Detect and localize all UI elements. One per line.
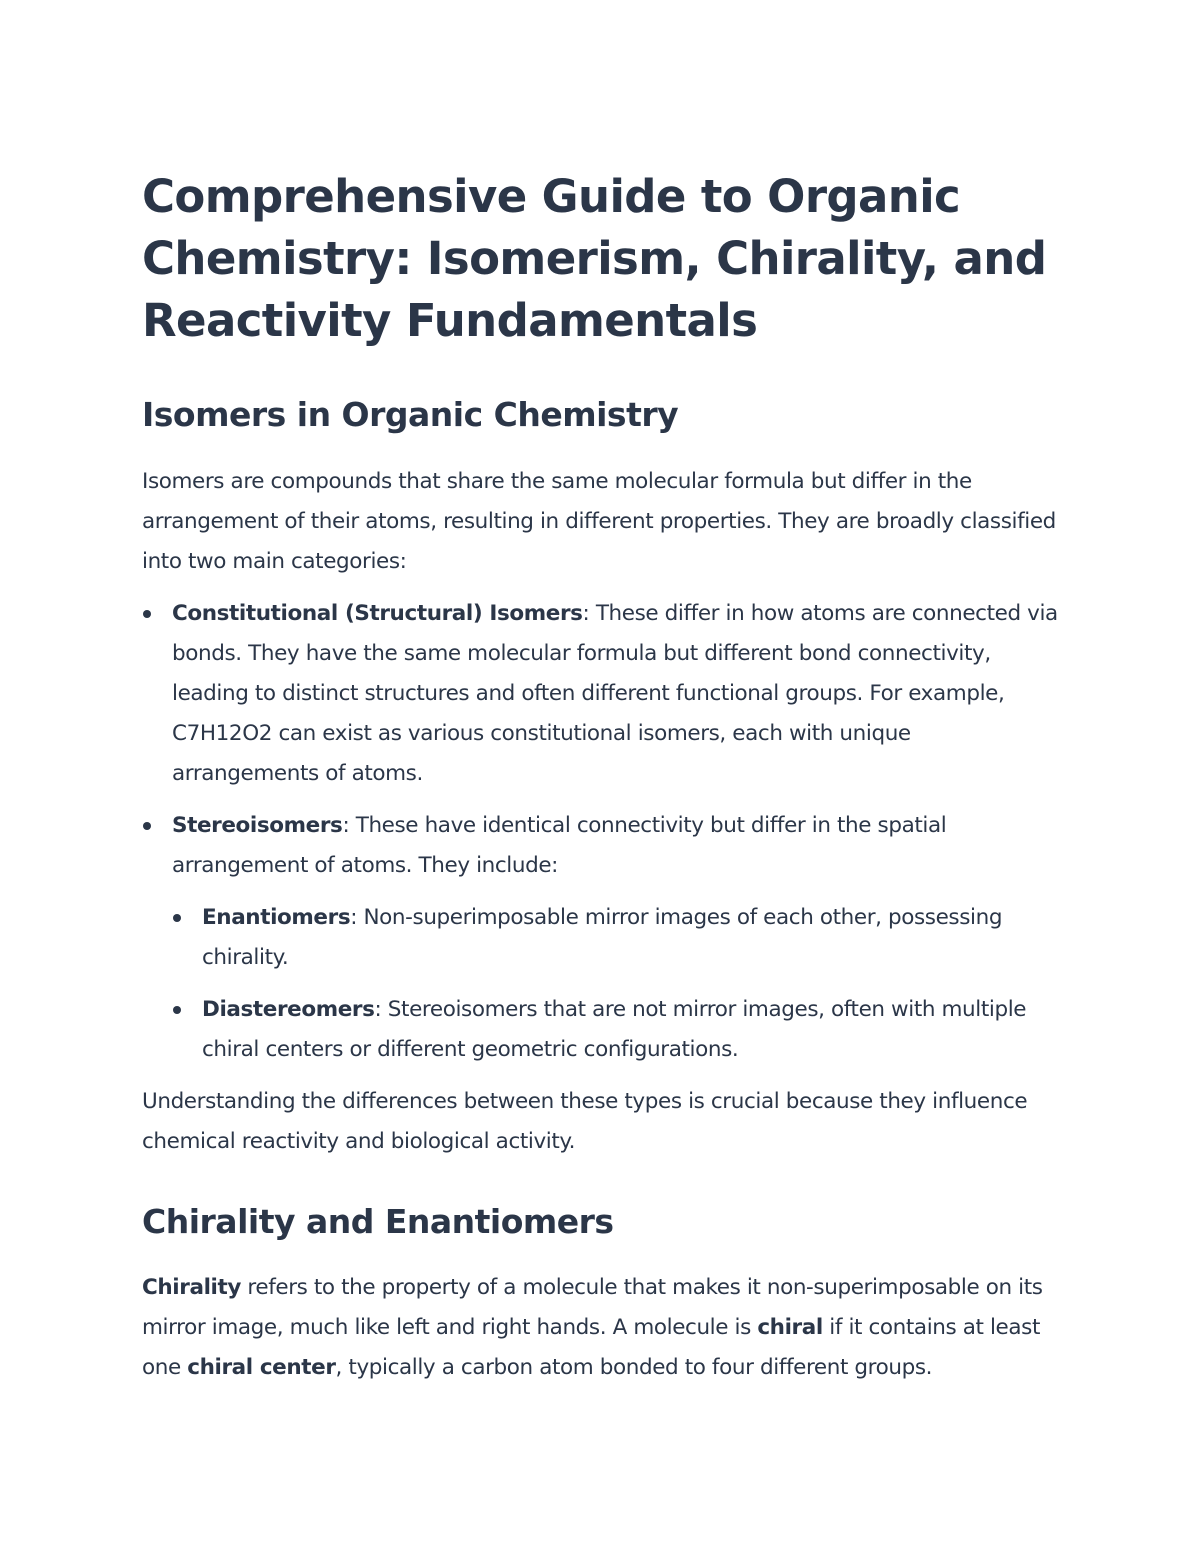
term-separator: : — [350, 905, 358, 930]
section-heading-isomers: Isomers in Organic Chemistry — [142, 395, 679, 434]
list-item-diastereomers — [172, 990, 1062, 1070]
isomer-categories-list — [142, 594, 1062, 1070]
term-diastereomers: Diastereomers — [202, 997, 375, 1022]
chirality-text-1: refers to the property of a molecule that makes it non-superimposable on its mirror image, much like left and right hands. A molecule is — [142, 1275, 1043, 1340]
stereoisomers-description: These have identical connectivity but differ in the spatial arrangement of atoms. They include: — [172, 813, 947, 878]
chirality-text-2: if it contains at least one — [142, 1315, 1040, 1380]
document-page — [142, 166, 1062, 1388]
isomers-intro-paragraph: Isomers are compounds that share the same molecular formula but differ in the arrangement of their atoms, resulting in different properties. They are broadly classified into two main categories: — [142, 469, 1056, 574]
isomers-closing-paragraph: Understanding the differences between these types is crucial because they influence chemical reactivity and biological activity. — [142, 1089, 1028, 1154]
term-chirality: Chirality — [142, 1275, 241, 1300]
term-enantiomers: Enantiomers — [202, 905, 351, 930]
term-chiral-center: chiral center — [187, 1355, 336, 1380]
bullet-icon — [173, 914, 181, 922]
term-separator: : — [582, 601, 590, 626]
list-item-enantiomers — [172, 898, 1062, 978]
term-chiral: chiral — [757, 1315, 823, 1340]
section-heading-chirality: Chirality and Enantiomers — [142, 1202, 614, 1241]
chirality-paragraph — [142, 1268, 1062, 1388]
list-item-constitutional-isomers — [142, 594, 1062, 794]
constitutional-isomers-description: These differ in how atoms are connected via bonds. They have the same molecular formula but different bond connectivity, leading to distinct structures and often different functional groups. For example, C7H12O2 can exist as various constitutional isomers, each with unique arrangements of atoms. — [172, 601, 1058, 786]
bullet-icon — [173, 1006, 181, 1014]
page-title: Comprehensive Guide to Organic Chemistry: Isomerism, Chirality, and Reactivity Fundamentals — [142, 170, 1047, 347]
bullet-icon — [143, 610, 151, 618]
list-item-stereoisomers — [142, 806, 1062, 1070]
bullet-icon — [143, 822, 151, 830]
stereoisomer-types-list — [172, 898, 1062, 1070]
term-stereoisomers: Stereoisomers — [172, 813, 343, 838]
term-separator: : — [342, 813, 350, 838]
enantiomers-description: Non-superimposable mirror images of each other, possessing chirality. — [202, 905, 1003, 970]
term-constitutional-isomers: Constitutional (Structural) Isomers — [172, 601, 583, 626]
diastereomers-description: Stereoisomers that are not mirror images, often with multiple chiral centers or different geometric configurations. — [202, 997, 1027, 1062]
chirality-text-3: , typically a carbon atom bonded to four different groups. — [335, 1355, 933, 1380]
term-separator: : — [374, 997, 382, 1022]
